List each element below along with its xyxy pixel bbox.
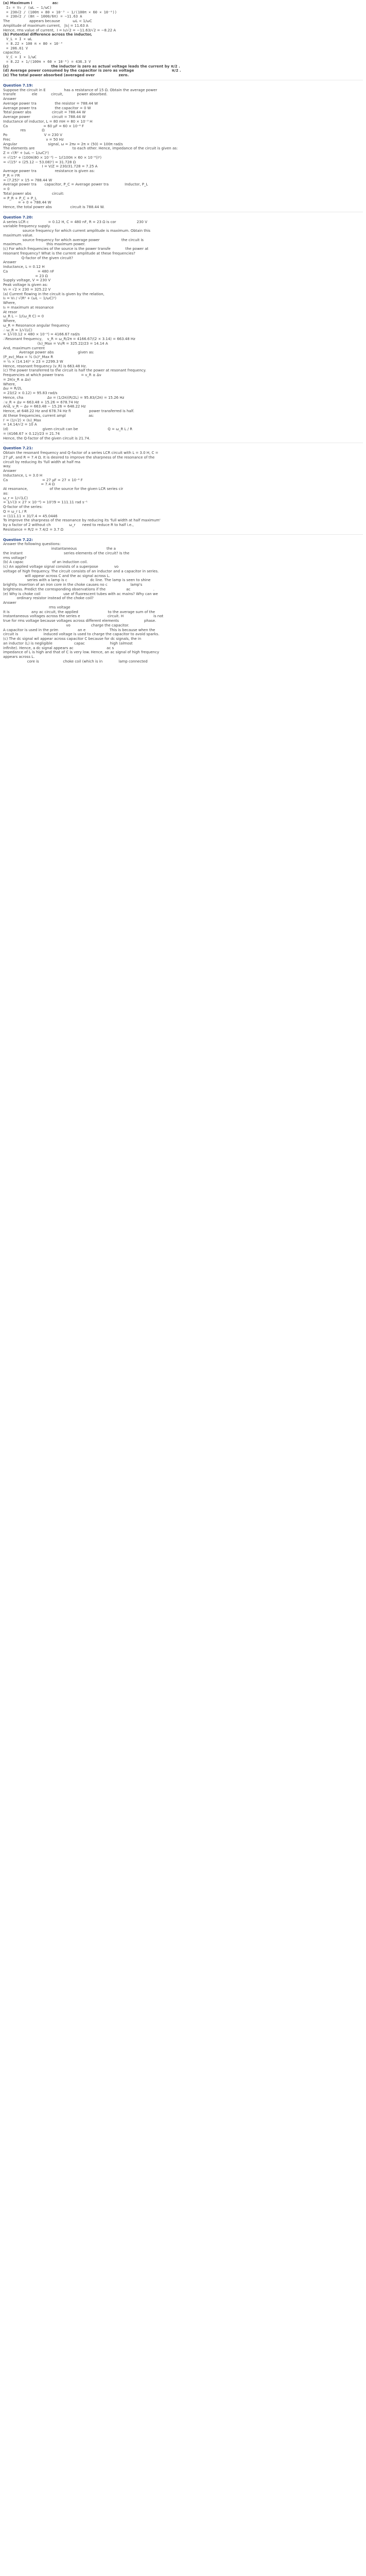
- text-line: appears across L.: [3, 655, 35, 659]
- text-line: core is choke coil (which is in lamp connected: [3, 659, 148, 664]
- text-line: P_R = I²R: [3, 173, 20, 178]
- text-line: I₀ = V₀ / (ωL − 1/ωC): [6, 5, 52, 10]
- text-line: Q = ω_r L / R: [3, 509, 27, 514]
- text-line: source frequency for which current amplitude is maximum. Obtain this: [3, 229, 151, 233]
- text-line: And, ν_R − Δν = 663.48 − 15.26 = 648.22 Hz: [3, 404, 86, 409]
- text-line: (a) Current flowing in the circuit is given by the relation,: [3, 292, 104, 296]
- text-line: Q-factor of the given circuit?: [3, 256, 73, 260]
- text-line: rms voltage: [3, 605, 71, 609]
- text-line: A capacitor is used in the prim an e This is because when the: [3, 628, 155, 632]
- text-line: maximum value.: [3, 233, 33, 238]
- text-line: source frequency for which average power the circuit is: [3, 238, 144, 242]
- text-line: vo charge the capacitor.: [3, 623, 130, 628]
- text-line: = √(15² + (25.12 − 53.08)²) = 31.728 Ω: [3, 160, 76, 164]
- text-line: Average power tra capacitor, P_C = Average power tra Inductor, P_L: [3, 182, 148, 187]
- text-line: will appear across C and the ac signal across L.: [3, 573, 110, 578]
- text-line: ω_R L − 1/(ω_R C) = 0: [3, 314, 44, 319]
- text-line: Inductance of inductor, L = 80 mH = 80 × 10⁻³ H: [3, 119, 93, 124]
- text-line: by a factor of 2 without ch ω_r need to reduce R to half i.e.,: [3, 523, 134, 527]
- text-line: Hence, at 648.22 Hz and 678.74 Hz fi power transferred is half.: [3, 409, 134, 413]
- text-line: Answer: [3, 260, 16, 265]
- text-line: (c) An applied voltage signal consists of a superpose vo: [3, 565, 119, 569]
- text-line: Answer: [3, 97, 16, 101]
- text-line: Peak voltage is given as:: [3, 283, 48, 287]
- text-line: (P_av)_Max = ½ (I₀)²_Max R: [3, 355, 54, 359]
- text-line: (b) Potential difference across the inductor,: [3, 32, 92, 37]
- text-line: Answer the following questions:: [3, 542, 61, 547]
- text-line: Average power circuit = 788.44 W: [3, 115, 86, 119]
- text-line: (e) Why is choke coil use of fluorescent tubes with ac mains? Why can we: [3, 591, 158, 596]
- text-line: variable frequency supply.: [3, 224, 51, 229]
- text-line: A series LCR c = 0.12 H, C = 480 nF, R = 23 Ω is cor 230 V: [3, 219, 147, 224]
- text-line: series with a lamp is c dc line. The lamp is seen to shine: [3, 578, 151, 583]
- text-line: Po V = 230 V: [3, 133, 62, 137]
- text-line: Where,: [3, 319, 16, 323]
- text-line: The elements are to each other. Hence, impedance of the circuit is given as:: [3, 146, 178, 151]
- text-line: ∴ ω_R = 1/√(LC): [3, 328, 32, 332]
- text-line: Average power tra resistance is given as:: [3, 169, 95, 173]
- text-line: Average power tra the resistor = 788.44 W: [3, 101, 98, 106]
- text-line: = 206.61 V: [6, 46, 28, 50]
- text-line: impedance of L is high and that of C is very low. Hence, an ac signal of high frequency: [3, 650, 160, 655]
- text-line: brightly. Insertion of an iron core in the choke causes no c lamp's: [3, 583, 143, 587]
- text-line: Amplitude of maximum current, |I₀| = 11.63 A: [3, 23, 89, 28]
- top-section: [3, 1, 363, 78]
- text-line: = 230√2 / (100π × 80 × 10⁻³ − 1/(100π × 60 × 10⁻⁶)): [6, 10, 117, 14]
- text-line: instantaneous voltages across the series e circuit. H is not: [3, 614, 164, 619]
- text-line: = 0: [3, 187, 10, 191]
- text-line: = 8.22 × 100 π × 80 × 10⁻³: [6, 41, 63, 46]
- text-line: I′ = (1/√2) × (I₀)_Max: [3, 418, 41, 422]
- text-line: At resonance, of the source for the given LCR series cir: [3, 487, 124, 491]
- text-line: ω_R = Resonance angular frequency: [3, 323, 69, 328]
- text-line: V₀ = √2 × 230 = 325.22 V: [3, 287, 51, 292]
- question-body: [3, 220, 363, 441]
- text-line: Inductance, L = 3.0 H: [3, 473, 43, 478]
- text-line: Answer: [3, 601, 16, 605]
- text-line: ∴ν_R + Δν = 663.48 + 15.26 = 678.74 Hz: [3, 400, 79, 404]
- text-line: Inductance, L = 0.12 H: [3, 265, 45, 269]
- text-line: = (7.25)² × 15 = 788.44 W: [3, 178, 53, 182]
- text-line: It is any ac circuit, the applied to the average sum of the: [3, 609, 155, 614]
- text-line: = P_R + P_C + P_L: [3, 196, 37, 200]
- text-line: = 230√2 / (8π − 1000/6π) = −11.63 A: [6, 14, 82, 19]
- text-line: V_L = I × ωL: [6, 37, 32, 41]
- question-body: [3, 88, 363, 210]
- text-line: = 14.14/√2 = 10 A: [3, 422, 37, 427]
- question-body: [3, 451, 363, 532]
- text-line: = (4166.67 × 0.12)/23 = 21.74: [3, 431, 60, 436]
- text-line: Total power abs circuit:: [3, 191, 64, 196]
- text-line: And, maximum current: [3, 346, 45, 350]
- text-line: (c) The dc signal wil appear across capacitor C because for dc signals, the in: [3, 637, 142, 641]
- text-line: true for rms voltage because voltages across different elements phase.: [3, 619, 156, 623]
- text-line: Where,: [3, 301, 16, 305]
- text-line: (e) The total power absorbed (averaged over zero.: [3, 73, 129, 77]
- text-line: as:: [3, 491, 9, 496]
- text-line: = √(15² + (100π(80 × 10⁻³) − 1/(100π × 60 × 10⁻⁶))²): [3, 155, 102, 160]
- text-line: the instant series elements of the circuit? Is the: [3, 551, 130, 555]
- text-line: Average power tra the capacitor = 0 W: [3, 106, 91, 110]
- text-line: 27 μF, and R = 7.4 Ω. It is desired to improve the sharpness of the resonance of the: [3, 455, 155, 460]
- text-line: I = V/Z = 230/31.728 = 7.25 A: [3, 164, 98, 169]
- text-line: Ca = 60 μF = 60 × 10⁻⁶ F: [3, 124, 84, 128]
- text-line: Resistance = R/2 = 7.4/2 = 3.7 Ω: [3, 527, 63, 532]
- text-line: = 7.4 Ω: [3, 482, 55, 487]
- text-line: (c) The power transferred to the circuit is half the power at resonant frequency.: [3, 368, 146, 373]
- text-line: Frec ν = 50 Hz: [3, 137, 64, 142]
- text-line: infinite). Hence, a dc signal appears ac ac s: [3, 646, 114, 650]
- text-line: I₀ = maximum at resonance: [3, 305, 54, 310]
- text-line: ordinary resistor instead of the choke coil?: [3, 596, 94, 601]
- text-line: (d) given circuit can be Q = ω_R L / R: [3, 427, 133, 431]
- text-line: transfe ele circuit, power absorbed.: [3, 92, 108, 97]
- question-heading: Question 7.21:: [3, 446, 33, 451]
- text-line: Where,: [3, 382, 16, 386]
- text-line: capacitor,: [3, 50, 21, 55]
- text-line: = 23 Ω: [3, 274, 48, 278]
- text-line: = (111.11 × 3)/7.4 = 45.0446: [3, 514, 58, 518]
- text-line: Hence, rms value of current, I = I₀/√2 = −11.63/√2 = −8.22 A: [3, 28, 116, 32]
- text-line: Hence, cha Δν = (1/2π)(R/2L) = 95.83/(2π) = 15.26 Hz: [3, 395, 125, 400]
- text-line: V_C = I × 1/ωC: [6, 55, 37, 59]
- text-line: = 1/√(0.12 × 480 × 10⁻⁹) = 4166.67 rad/s: [3, 332, 80, 337]
- text-line: Supply voltage, V = 230 V: [3, 278, 51, 283]
- question-body: [3, 542, 363, 664]
- text-line: = 1/√(3 × 27 × 10⁻⁶) = 10³/9 = 111.11 rad s⁻¹: [3, 500, 88, 505]
- text-line: Ca = 480 nF: [3, 269, 55, 274]
- divider: [3, 534, 363, 535]
- text-line: Z = √(R² + (ωL − 1/ωC)²): [3, 151, 49, 155]
- text-line: brightness. Predict the corresponding observations if the ac .: [3, 587, 154, 591]
- text-line: ∴Resonant frequency, ν_R = ω_R/2π = 4166.67/(2 × 3.14) = 663.48 Hz: [3, 337, 135, 341]
- text-line: Δω = R/2L: [3, 386, 22, 391]
- text-line: rms voltage?: [3, 555, 27, 560]
- text-line: Q-factor of the series:: [3, 505, 43, 509]
- text-line: Ca = 27 μF = 27 × 10⁻⁶ F: [3, 478, 83, 482]
- text-line: res Ω: [3, 128, 45, 133]
- text-line: (c) the inductor is zero as actual voltage leads the current by π/2 .: [3, 64, 180, 69]
- text-line: voltage of high frequency. The circuit consists of an inductor and a capacitor in series.: [3, 569, 159, 573]
- text-line: Average power abs given as:: [3, 350, 94, 355]
- text-line: (I₀)_Max = V₀/R = 325.22/23 = 14.14 A: [3, 341, 108, 346]
- text-line: Hence, resonant frequency (ν_R) is 663.48 Hz.: [3, 364, 87, 368]
- text-line: = 23/(2 × 0.12) = 95.83 rad/s: [3, 391, 58, 395]
- text-line: = 8.22 × 1/(100π × 60 × 10⁻⁶) = 436.3 V: [6, 59, 91, 64]
- text-line: Angular signal, ω = 2πν = 2π × (50) = 100π rad/s: [3, 142, 123, 146]
- text-line: ω_r = 1/√(LC): [3, 496, 28, 500]
- text-line: circuit by reducing its 'full width at half ma: [3, 460, 81, 464]
- text-line: The appears because ωL < 1/ωC: [3, 19, 92, 23]
- text-line: Hence, the Q-factor of the given circuit is 21.74.: [3, 436, 91, 440]
- text-line: (a) Maximum i as:: [3, 1, 59, 5]
- text-line: resonant frequency? What is the current amplitude at these frequencies?: [3, 251, 135, 256]
- text-line: Frequencies at which power trans = ν_R ± Δν: [3, 373, 101, 377]
- text-line: Suppose the circuit in E has a resistance of 15 Ω. Obtain the average power: [3, 88, 158, 92]
- text-line: (c) For which frequencies of the source is the power transfe the power at: [3, 247, 149, 251]
- question-heading: Question 7.20:: [3, 215, 33, 219]
- text-line: I₀ = V₀ / √(R² + (ωL − 1/ωC)²): [3, 296, 57, 301]
- text-line: To improve the sharpness of the resonance by reducing its 'full width at half maximum': [3, 518, 161, 523]
- text-line: = + 0 + 788.44 W: [3, 200, 51, 205]
- text-line: way.: [3, 464, 11, 469]
- text-line: circuit is induced voltage is used to charge the capacitor to avoid sparks.: [3, 632, 160, 637]
- text-line: Hence, the total power abs circuit is 788.44 W.: [3, 205, 104, 209]
- text-line: Answer: [3, 469, 16, 473]
- text-line: = 2π(ν_R ± Δν): [3, 377, 31, 382]
- text-line: Obtain the resonant frequency and Q-factor of a series LCR circuit with L = 3.0 H, C =: [3, 451, 159, 455]
- text-line: maximum. this maximum power.: [3, 242, 85, 247]
- text-line: an inductor (L) is negligible capac high (almost: [3, 641, 133, 646]
- text-line: Total power abs circuit = 788.44 W: [3, 110, 86, 115]
- text-line: At resor: [3, 310, 18, 314]
- question-heading: Question 7.22:: [3, 537, 33, 542]
- text-line: At these frequencies, current ampl as:: [3, 413, 94, 418]
- text-line: = ½ × (14.14)² × 23 = 2299.3 W: [3, 359, 63, 364]
- text-line: (d) Average power consumed by the capacitor is zero as voltage π/2 .: [3, 69, 181, 73]
- text-line: instantaneous the a: [3, 547, 116, 551]
- question-heading: Question 7.19:: [3, 83, 33, 88]
- text-line: (b) A capac of an induction coil.: [3, 560, 88, 565]
